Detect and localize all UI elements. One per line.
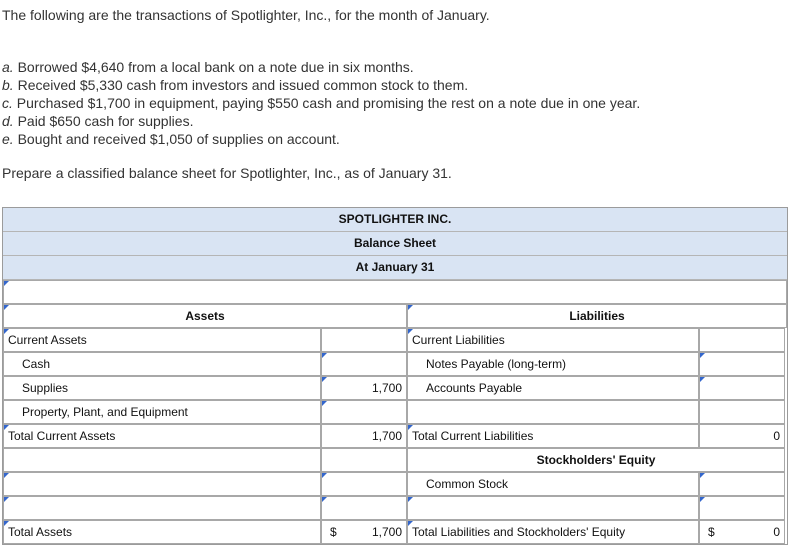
total-assets-amount bbox=[321, 520, 407, 544]
equity-header: Stockholders' Equity bbox=[407, 448, 785, 472]
asset-amount-input[interactable] bbox=[321, 472, 407, 496]
intro-text: The following are the transactions of Spotlighter, Inc., for the month of January. bbox=[2, 7, 490, 23]
supplies-amount[interactable]: 1,700 bbox=[321, 376, 407, 400]
liability-input[interactable] bbox=[407, 496, 699, 520]
empty-cell bbox=[3, 448, 321, 472]
notes-payable-label: Notes Payable (long-term) bbox=[407, 352, 699, 376]
empty-cell bbox=[407, 400, 699, 424]
asset-input[interactable] bbox=[3, 496, 321, 520]
instruction-text: Prepare a classified balance sheet for Spotlighter, Inc., as of January 31. bbox=[2, 165, 452, 181]
supplies-label: Supplies bbox=[3, 376, 321, 400]
empty-cell bbox=[321, 448, 407, 472]
list-item: b. Received $5,330 cash from investors and issued common stock to them. bbox=[2, 77, 469, 93]
current-assets-label[interactable]: Current Assets bbox=[3, 328, 321, 352]
amount-cell[interactable] bbox=[321, 328, 407, 352]
statement-title: Balance Sheet bbox=[3, 232, 787, 256]
total-le-amount bbox=[699, 520, 785, 544]
transaction-list bbox=[2, 58, 640, 148]
table-row bbox=[3, 376, 787, 400]
liability-amount-input[interactable] bbox=[699, 496, 785, 520]
table-row bbox=[3, 496, 787, 520]
table-row bbox=[3, 352, 787, 376]
notes-payable-amount[interactable] bbox=[699, 352, 785, 376]
assets-header[interactable]: Assets bbox=[3, 304, 407, 328]
blank-input[interactable] bbox=[3, 280, 787, 304]
statement-date: At January 31 bbox=[3, 256, 787, 280]
currency-symbol: $ bbox=[330, 525, 337, 539]
table-row bbox=[3, 472, 787, 496]
total-assets-value: 1,700 bbox=[371, 525, 402, 539]
list-item: d. Paid $650 cash for supplies. bbox=[2, 113, 194, 129]
cash-amount[interactable] bbox=[321, 352, 407, 376]
current-liabilities-label[interactable]: Current Liabilities bbox=[407, 328, 699, 352]
total-current-assets-label[interactable]: Total Current Assets bbox=[3, 424, 321, 448]
list-item: c. Purchased $1,700 in equipment, paying $550 cash and promising the rest on a note due in one year. bbox=[2, 95, 641, 111]
accounts-payable-label: Accounts Payable bbox=[407, 376, 699, 400]
table-row bbox=[3, 448, 787, 472]
table-row bbox=[3, 400, 787, 424]
table-row bbox=[3, 424, 787, 448]
common-stock-amount[interactable] bbox=[699, 472, 785, 496]
list-item: a. Borrowed $4,640 from a local bank on a note due in six months. bbox=[2, 59, 414, 75]
common-stock-label: Common Stock bbox=[407, 472, 699, 496]
total-current-assets-amount: 1,700 bbox=[321, 424, 407, 448]
empty-cell bbox=[699, 400, 785, 424]
total-current-liabilities-amount: 0 bbox=[699, 424, 785, 448]
blank-row bbox=[3, 280, 787, 304]
ppe-label: Property, Plant, and Equipment bbox=[3, 400, 321, 424]
total-row bbox=[3, 520, 787, 544]
total-le-label[interactable]: Total Liabilities and Stockholders' Equity bbox=[407, 520, 699, 544]
company-name: SPOTLIGHTER INC. bbox=[3, 208, 787, 232]
amount-cell[interactable] bbox=[699, 328, 785, 352]
table-row bbox=[3, 328, 787, 352]
cash-label: Cash bbox=[3, 352, 321, 376]
asset-input[interactable] bbox=[3, 472, 321, 496]
liabilities-header[interactable]: Liabilities bbox=[407, 304, 787, 328]
total-current-liabilities-label[interactable]: Total Current Liabilities bbox=[407, 424, 699, 448]
total-le-value: 0 bbox=[773, 525, 780, 539]
accounts-payable-amount[interactable] bbox=[699, 376, 785, 400]
balance-sheet bbox=[2, 207, 788, 545]
list-item: e. Bought and received $1,050 of supplies on account. bbox=[2, 131, 340, 147]
header-row bbox=[3, 304, 787, 328]
asset-amount-input[interactable] bbox=[321, 496, 407, 520]
currency-symbol: $ bbox=[708, 525, 715, 539]
ppe-amount[interactable] bbox=[321, 400, 407, 424]
total-assets-label[interactable]: Total Assets bbox=[3, 520, 321, 544]
